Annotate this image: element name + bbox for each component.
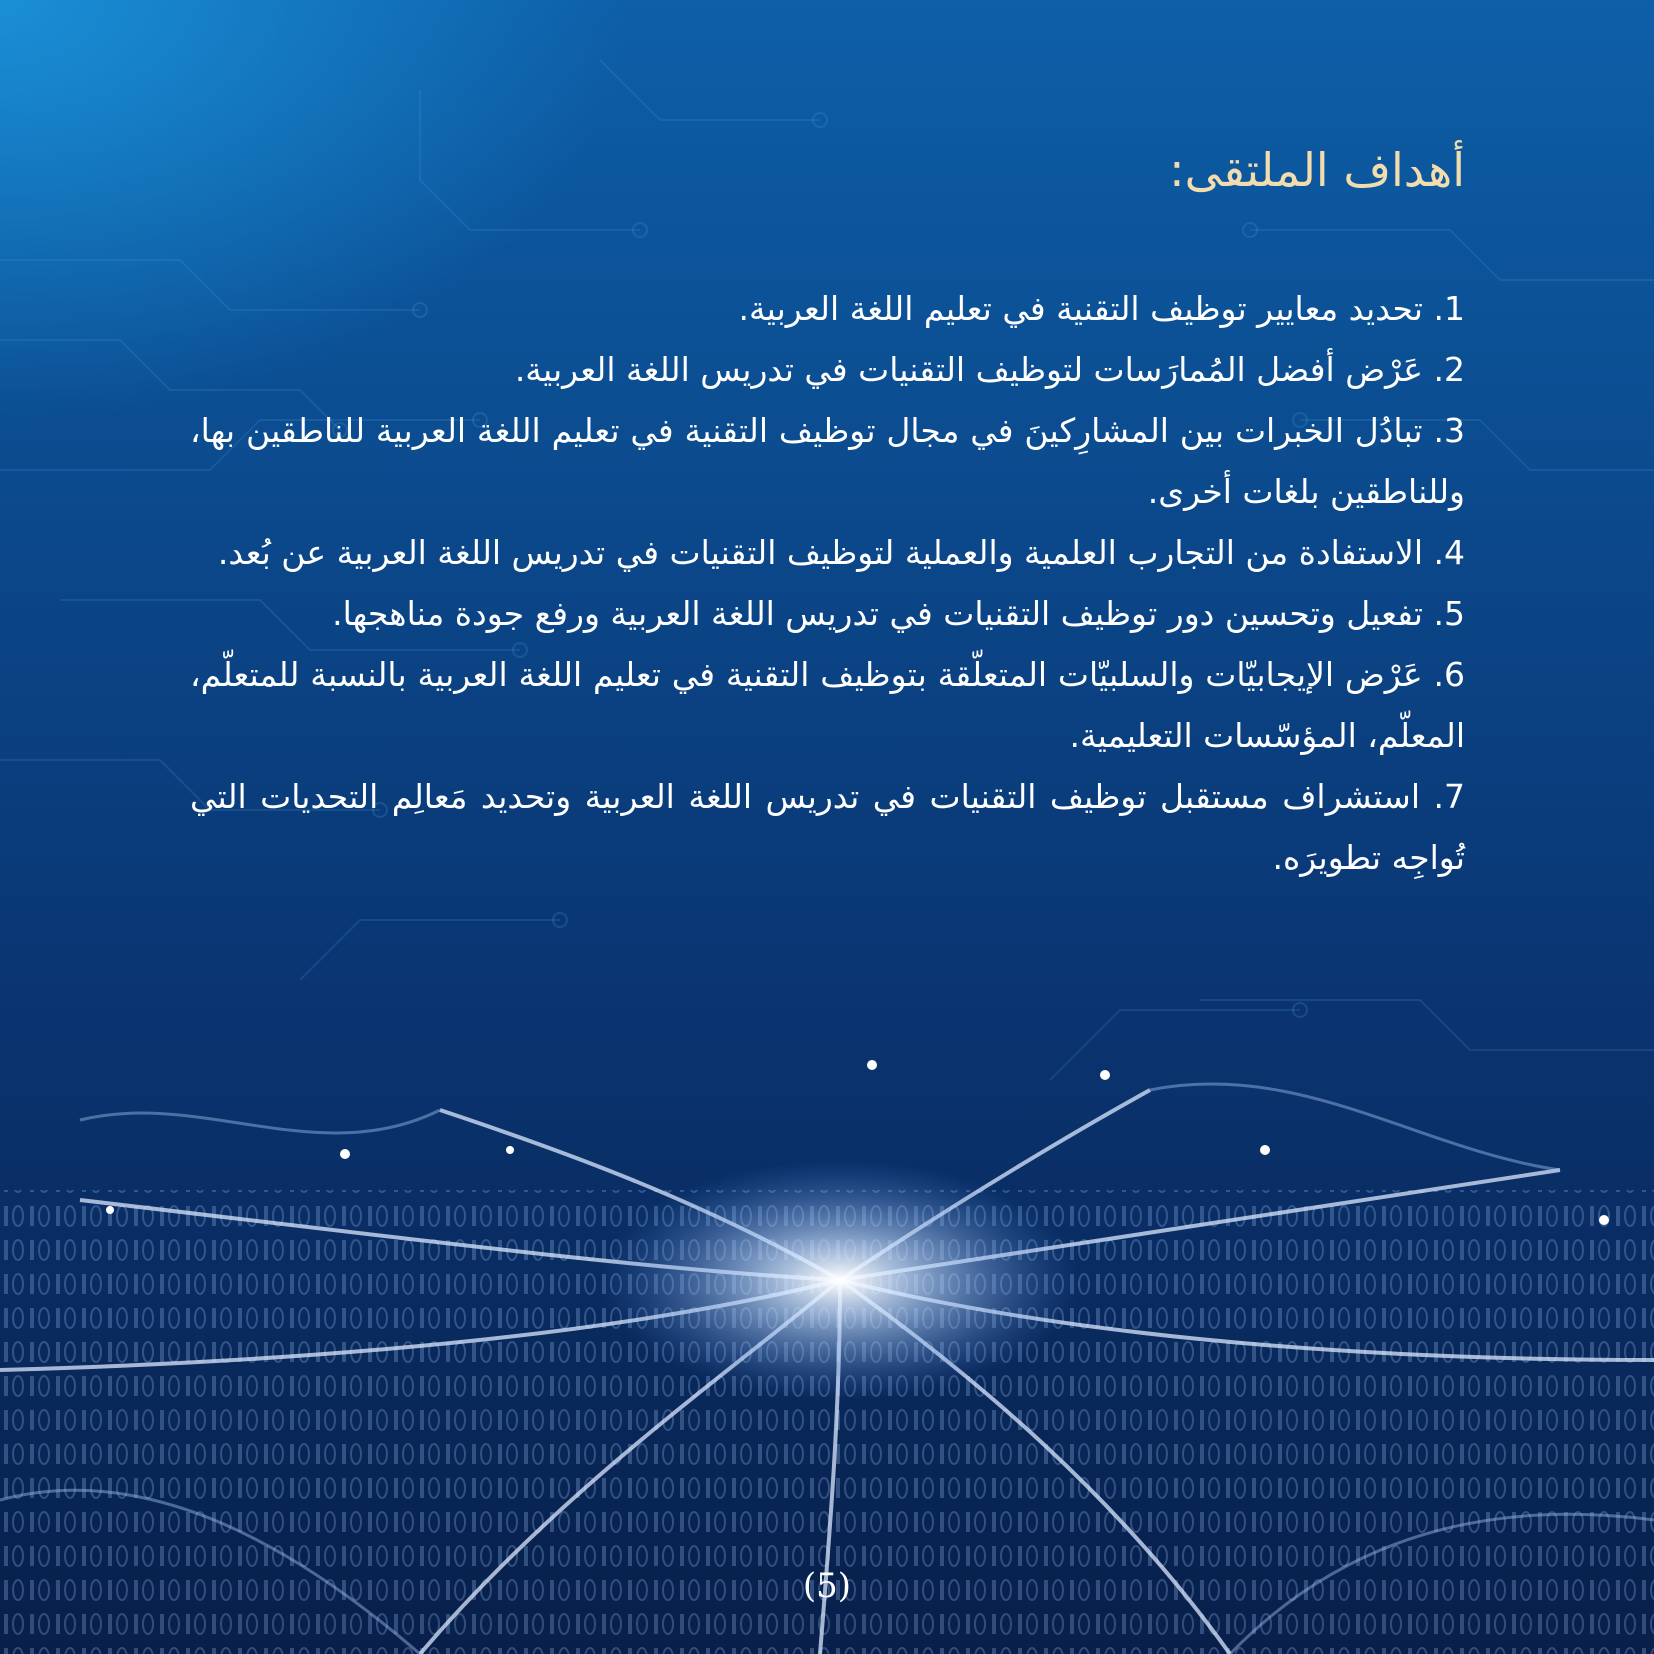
goal-item bbox=[190, 583, 1465, 644]
goal-text: الاستفادة من التجارب العلمية والعملية لتوظيف التقنيات في تدريس اللغة العربية عن بُعد. bbox=[217, 533, 1423, 572]
goals-list bbox=[190, 278, 1465, 888]
goal-number: 5. bbox=[1433, 594, 1465, 633]
goals-section bbox=[190, 130, 1465, 888]
goal-text: استشراف مستقبل توظيف التقنيات في تدريس اللغة العربية وتحديد مَعالِم التحديات التي تُواجِه تطويرَه. bbox=[190, 777, 1465, 877]
goal-text: تحديد معايير توظيف التقنية في تعليم اللغة العربية. bbox=[738, 289, 1423, 328]
section-title: أهداف الملتقى: bbox=[1169, 143, 1465, 197]
goal-number: 2. bbox=[1433, 350, 1465, 389]
goal-text: تفعيل وتحسين دور توظيف التقنيات في تدريس اللغة العربية ورفع جودة مناهجها. bbox=[332, 594, 1423, 633]
goal-number: 3. bbox=[1433, 411, 1465, 450]
goal-item bbox=[190, 339, 1465, 400]
goal-item bbox=[190, 522, 1465, 583]
page-number: (5) bbox=[802, 1566, 852, 1606]
goal-text: عَرْض الإيجابيّات والسلبيّات المتعلّقة بتوظيف التقنية في تعليم اللغة العربية بالنسبة للمتعلّم، المعلّم، المؤسّسات التعليمية. bbox=[190, 655, 1465, 755]
goal-text: تبادُل الخبرات بين المشارِكينَ في مجال توظيف التقنية في تعليم اللغة العربية للناطقين بها، وللناطقين بلغات أخرى. bbox=[190, 411, 1465, 511]
goal-number: 4. bbox=[1433, 533, 1465, 572]
binary-network-graphic bbox=[0, 1030, 1654, 1654]
goal-item bbox=[190, 400, 1465, 522]
goal-number: 7. bbox=[1433, 777, 1465, 816]
goal-item bbox=[190, 278, 1465, 339]
goal-number: 6. bbox=[1433, 655, 1465, 694]
goal-text: عَرْض أفضل المُمارَسات لتوظيف التقنيات في تدريس اللغة العربية. bbox=[514, 350, 1423, 389]
goal-item bbox=[190, 766, 1465, 888]
goal-item bbox=[190, 644, 1465, 766]
goal-number: 1. bbox=[1433, 289, 1465, 328]
